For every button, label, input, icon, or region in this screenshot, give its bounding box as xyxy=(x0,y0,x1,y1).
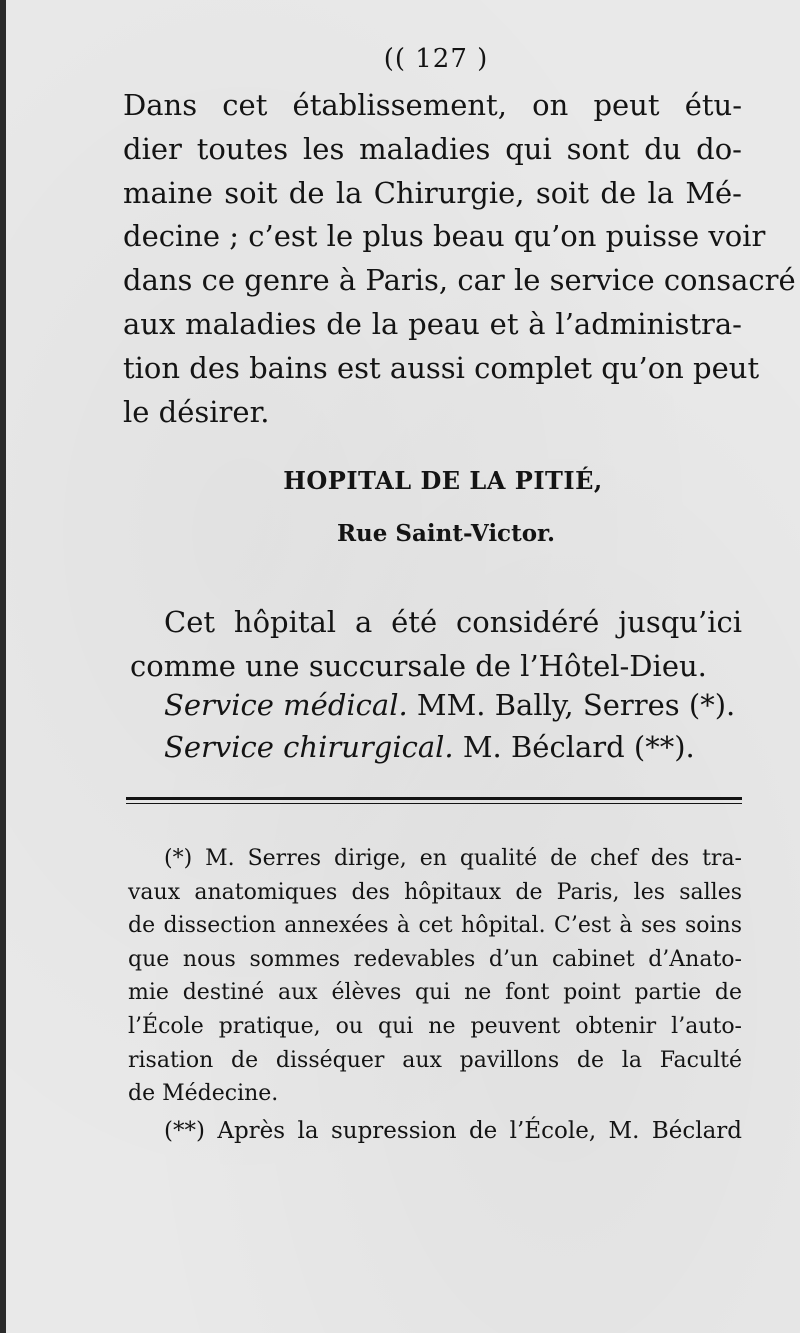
text-line: comme une succursale de l’Hôtel-Dieu. xyxy=(130,649,707,683)
text-line: Cet hôpital a été considéré jusqu’ici xyxy=(164,605,742,639)
medical-service-line xyxy=(164,688,735,722)
footnote-divider-thick xyxy=(126,797,742,800)
surgical-service-value: M. Béclard (**). xyxy=(453,730,695,764)
footnote-line: de Médecine. xyxy=(128,1081,279,1107)
footnote-line: (**) Après la supression de l’École, M. Béclard xyxy=(164,1117,742,1144)
text-line: maine soit de la Chirurgie, soit de la Mé- xyxy=(123,175,742,210)
footnote-divider-thin xyxy=(126,803,742,804)
text-line: decine ; c’est le plus beau qu’on puisse voir xyxy=(123,219,766,254)
section-heading: HOPITAL DE LA PITIÉ, xyxy=(283,466,603,495)
medical-service-value: MM. Bally, Serres (*). xyxy=(407,688,736,722)
footnote-line: (*) M. Serres dirige, en qualité de chef des tra- xyxy=(164,846,742,871)
footnote-line: vaux anatomiques des hôpitaux de Paris, les salles xyxy=(128,879,742,905)
text-line: dans ce genre à Paris, car le service consacré xyxy=(123,263,796,298)
text-line: le désirer. xyxy=(123,394,270,429)
page-number: (( 127 ) xyxy=(383,44,489,74)
paragraph-intro xyxy=(123,84,796,434)
footnote-line: que nous sommes redevables d’un cabinet d’Anato- xyxy=(128,946,742,972)
footnote-line: mie destiné aux élèves qui ne font point partie de xyxy=(128,980,742,1006)
surgical-service-line xyxy=(164,730,695,764)
medical-service-label: Service médical. xyxy=(164,688,408,722)
book-page xyxy=(6,0,800,1333)
text-line: dier toutes les maladies qui sont du do- xyxy=(123,131,742,166)
text-line: tion des bains est aussi complet qu’on peut xyxy=(123,350,760,385)
footnote-line: risation de disséquer aux pavillons de la Faculté xyxy=(128,1047,742,1073)
footnote-line: de dissection annexées à cet hôpital. C’est à ses soins xyxy=(128,913,742,939)
footnote-line: l’École pratique, ou qui ne peuvent obtenir l’auto- xyxy=(128,1013,742,1039)
section-subheading: Rue Saint-Victor. xyxy=(336,520,556,547)
footnotes xyxy=(128,842,742,1148)
surgical-service-label: Service chirurgical. xyxy=(164,730,454,764)
paragraph-hospital xyxy=(130,600,742,688)
text-line: aux maladies de la peau et à l’administra- xyxy=(123,306,742,341)
text-line: Dans cet établissement, on peut étu- xyxy=(123,88,742,122)
